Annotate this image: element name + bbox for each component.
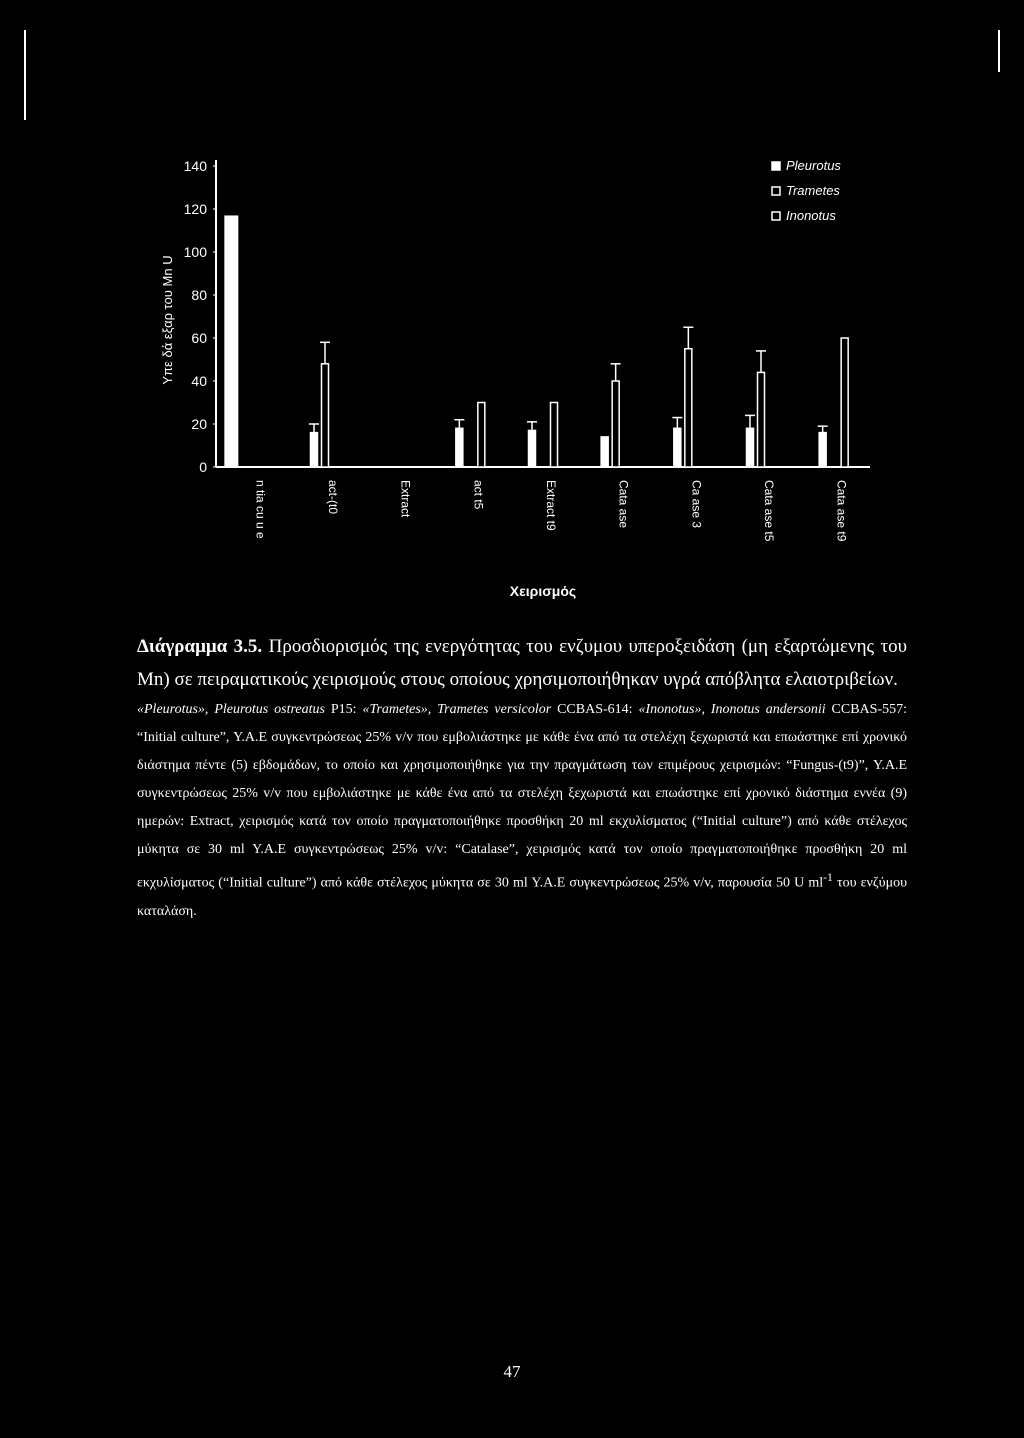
bar-chart xyxy=(0,0,1024,620)
y-tick-label: 20 xyxy=(191,416,207,432)
legend xyxy=(772,158,841,223)
caption-lead-text: Προσδιορισμός της ενεργότητας του ενζυμου υπεροξειδάση (μη εξαρτώμενης του Mn) σε πειραματικούς χειρισμούς στους οποίους χρησιμοποιήθηκαν υγρά απόβλητα ελαιοτριβείων. xyxy=(137,636,908,690)
bar-pleurotus-3 xyxy=(456,428,463,467)
legend-label-pleurotus: Pleurotus xyxy=(786,158,841,173)
bar-pleurotus-5 xyxy=(601,437,608,467)
y-tick-label: 120 xyxy=(183,201,207,217)
x-tick-label: Cata ase xyxy=(616,480,631,529)
x-tick-label: Ca ase 3 xyxy=(689,480,704,529)
y-tick-label: 40 xyxy=(191,373,207,389)
bar-trametes-7 xyxy=(758,372,765,467)
x-tick-label: Cata ase t9 xyxy=(834,480,849,542)
x-tick-label: act-(t0 xyxy=(326,480,340,515)
caption-number: 3.5. xyxy=(233,636,263,657)
caption-text-1: P15: xyxy=(324,702,363,717)
caption-strain-trametes: «Trametes», Trametes versicolor xyxy=(362,702,552,717)
caption-strain-pleurotus: «Pleurotus», Pleurotus ostreatus xyxy=(137,702,325,717)
y-tick-label: 140 xyxy=(183,158,207,174)
bar-pleurotus-1 xyxy=(311,433,318,467)
y-axis-label: Υπε δά εξαρ του Μn U xyxy=(160,255,175,385)
y-tick-label: 0 xyxy=(199,459,207,475)
x-tick-label: act t5 xyxy=(471,480,486,510)
figure-caption xyxy=(137,630,907,926)
x-tick-label: Cata ase t5 xyxy=(762,480,776,542)
caption-superscript: -1 xyxy=(823,871,833,884)
bar-inonotus-3 xyxy=(478,403,485,468)
legend-label-trametes: Trametes xyxy=(786,183,840,198)
bar-trametes-6 xyxy=(685,349,692,467)
bar-trametes-5 xyxy=(612,381,619,467)
x-tick-label: Extract xyxy=(398,480,413,518)
x-axis xyxy=(216,467,870,542)
x-tick-label: Extract t9 xyxy=(544,480,558,531)
caption-label: Διάγραμμα xyxy=(137,636,228,657)
legend-label-inonotus: Inonotus xyxy=(786,208,836,223)
x-tick-label: n tia cu u e xyxy=(253,480,268,539)
bars xyxy=(224,215,848,467)
bar-n tia cu u e-tall xyxy=(224,215,238,467)
page-number: 47 xyxy=(503,1362,521,1381)
bar-pleurotus-6 xyxy=(674,428,681,467)
bar-inonotus-8 xyxy=(841,338,848,467)
bar-pleurotus-7 xyxy=(747,428,754,467)
caption-text-4: του ενζύμου καταλάση. xyxy=(137,875,908,919)
caption-strain-inonotus: «Inonotus», Inonotus andersonii xyxy=(638,702,826,717)
x-axis-label: Χειρισμός xyxy=(509,583,577,599)
y-axis xyxy=(184,158,216,475)
legend-swatch-pleurotus xyxy=(772,162,780,170)
caption-lead xyxy=(137,630,907,696)
caption-text-2: CCBAS-614: xyxy=(551,702,639,717)
bar-pleurotus-4 xyxy=(529,430,536,467)
legend-swatch-trametes xyxy=(772,187,780,195)
bar-pleurotus-8 xyxy=(819,433,826,467)
bar-inonotus-4 xyxy=(551,403,558,468)
legend-swatch-inonotus xyxy=(772,212,780,220)
y-tick-label: 80 xyxy=(191,287,207,303)
caption-text-3: CCBAS-557: “Initial culture”, Y.A.E συγκεντρώσεως 25% v/v που εμβολιάστηκε με κάθε ένα από τα στελέχη ξεχωριστά και επωάστηκε επί χρονικό διάστημα πέντε (5) εβδομάδων, το οποίο και χρησιμοποιήθηκε για την πραγμάτωση των επιμέρους χειρισμών: “Fungus-(t9)”, Y.A.E συγκεντρώσεως 25% v/v που εμβολιάστηκε με κάθε ένα από τα στελέχη ξεχωριστά και επωάστηκε επί χρονικό διάστημα εννέα (9) ημερών: Extract, χειρισμός κατά τον οποίο πραγματοποιήθηκε προσθήκη 20 ml εκχυλίσματος (“Initial culture”) από κάθε στέλεχος μύκητα σε 30 ml Y.A.E συγκεντρώσεως 25% v/v: “Catalase”, χειρισμός κατά τον οποίο πραγματοποιήθηκε προσθήκη 20 ml εκχυλίσματος (“Initial culture”) από κάθε στέλεχος μύκητα σε 30 ml Y.A.E συγκεντρώσεως 25% v/v, παρουσία 50 U ml xyxy=(137,702,907,891)
y-tick-label: 60 xyxy=(191,330,207,346)
y-tick-label: 100 xyxy=(183,244,207,260)
bar-trametes-1 xyxy=(322,364,329,467)
